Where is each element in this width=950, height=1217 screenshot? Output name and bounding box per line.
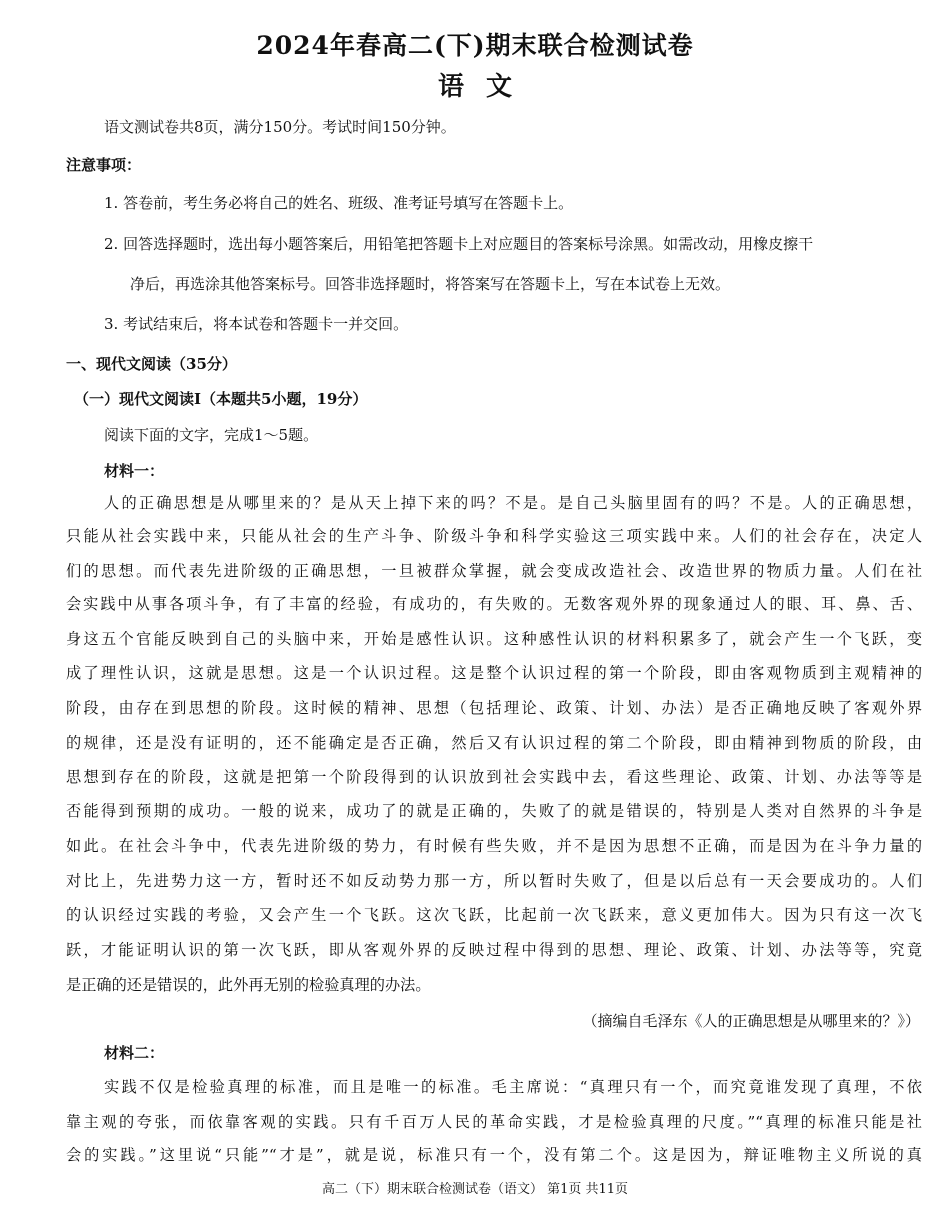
exam-title: 2024年春高二(下)期末联合检测试卷 (256, 31, 694, 60)
material-one-line: 会实践中从事各项斗争，有了丰富的经验，有成功的，有失败的。无数客观外界的现象通过人的眼、耳、鼻、舌、 (66, 595, 922, 613)
material-two-line: 实践不仅是检验真理的标准，而且是唯一的标准。毛主席说：“真理只有一个，而究竟谁发现了真理，不依 (104, 1078, 922, 1096)
material-one-line: 阶段，由存在到思想的阶段。这时候的精神、思想（包括理论、政策、计划、办法）是否正确地反映了客观外界 (66, 699, 922, 717)
material-one-line: 成了理性认识，这就是思想。这是一个认识过程。这是整个认识过程的第一个阶段，即由客观物质到主观精神的 (66, 664, 922, 682)
material-two-line: 会的实践。”这里说“只能”“才是”，就是说，标准只有一个，没有第二个。这是因为，辩证唯物主义所说的真 (66, 1146, 922, 1164)
material-one-line: 的认识经过实践的考验，又会产生一个飞跃。这次飞跃，比起前一次飞跃来，意义更加伟大。因为只有这一次飞 (66, 906, 922, 924)
material-two-line: 靠主观的夸张，而依靠客观的实践。只有千百万人民的革命实践，才是检验真理的尺度。”“真理的标准只能是社 (66, 1113, 922, 1131)
exam-intro: 语文测试卷共8页，满分150分。考试时间150分钟。 (104, 118, 456, 136)
material-one-line: 是正确的还是错误的，此外再无别的检验真理的办法。 (66, 976, 431, 994)
material-one-line: 对比上，先进势力这一方，暂时还不如反动势力那一方，所以暂时失败了，但是以后总有一天会要成功的。人们 (66, 872, 922, 890)
reading-instruction: 阅读下面的文字，完成1～5题。 (104, 426, 319, 444)
material-two-label: 材料二： (104, 1044, 165, 1062)
notice-item: 3. 考试结束后，将本试卷和答题卡一并交回。 (104, 315, 409, 333)
material-one-line: 身这五个官能反映到自己的头脑中来，开始是感性认识。这种感性认识的材料积累多了，就会产生一个飞跃，变 (66, 630, 922, 648)
material-one-label: 材料一： (104, 462, 165, 480)
material-one-line: 跃，才能证明认识的第一次飞跃，即从客观外界的反映过程中得到的思想、理论、政策、计划、办法等等，究竟 (66, 941, 922, 959)
material-one-line: 只能从社会实践中来，只能从社会的生产斗争、阶级斗争和科学实验这三项实践中来。人们的社会存在，决定人 (66, 527, 922, 545)
material-one-line: 思想到存在的阶段，这就是把第一个阶段得到的认识放到社会实践中去，看这些理论、政策、计划、办法等等是 (66, 768, 922, 786)
material-one-line: 们的思想。而代表先进阶级的正确思想，一旦被群众掌握，就会变成改造社会、改造世界的物质力量。人们在社 (66, 562, 922, 580)
material-one-line: 人的正确思想是从哪里来的？是从天上掉下来的吗？不是。是自己头脑里固有的吗？不是。人的正确思想， (104, 494, 922, 512)
material-one-line: 的规律，还是没有证明的，还不能确定是否正确，然后又有认识过程的第二个阶段，即由精神到物质的阶段，由 (66, 734, 922, 752)
notice-item-continuation: 净后，再选涂其他答案标号。回答非选择题时，将答案写在答题卡上，写在本试卷上无效。 (130, 275, 731, 293)
section-subheading: （一）现代文阅读Ⅰ（本题共5小题，19分） (74, 390, 368, 408)
page-footer: 高二（下）期末联合检测试卷（语文） 第1页 共11页 (321, 1182, 629, 1197)
notice-heading: 注意事项： (66, 156, 142, 174)
notice-item: 2. 回答选择题时，选出每小题答案后，用铅笔把答题卡上对应题目的答案标号涂黑。如需改动，用橡皮擦干 (104, 235, 814, 253)
material-one-line: 如此。在社会斗争中，代表先进阶级的势力，有时候有些失败，并不是因为思想不正确，而是因为在斗争力量的 (66, 837, 922, 855)
material-one-source: （摘编自毛泽东《人的正确思想是从哪里来的？》） (582, 1012, 920, 1030)
material-one-line: 否能得到预期的成功。一般的说来，成功了的就是正确的，失败了的就是错误的，特别是人类对自然界的斗争是 (66, 802, 922, 820)
subject-title: 语文 (437, 72, 534, 102)
section-heading: 一、现代文阅读（35分） (66, 355, 237, 373)
notice-item: 1. 答卷前，考生务必将自己的姓名、班级、准考证号填写在答题卡上。 (104, 194, 574, 212)
